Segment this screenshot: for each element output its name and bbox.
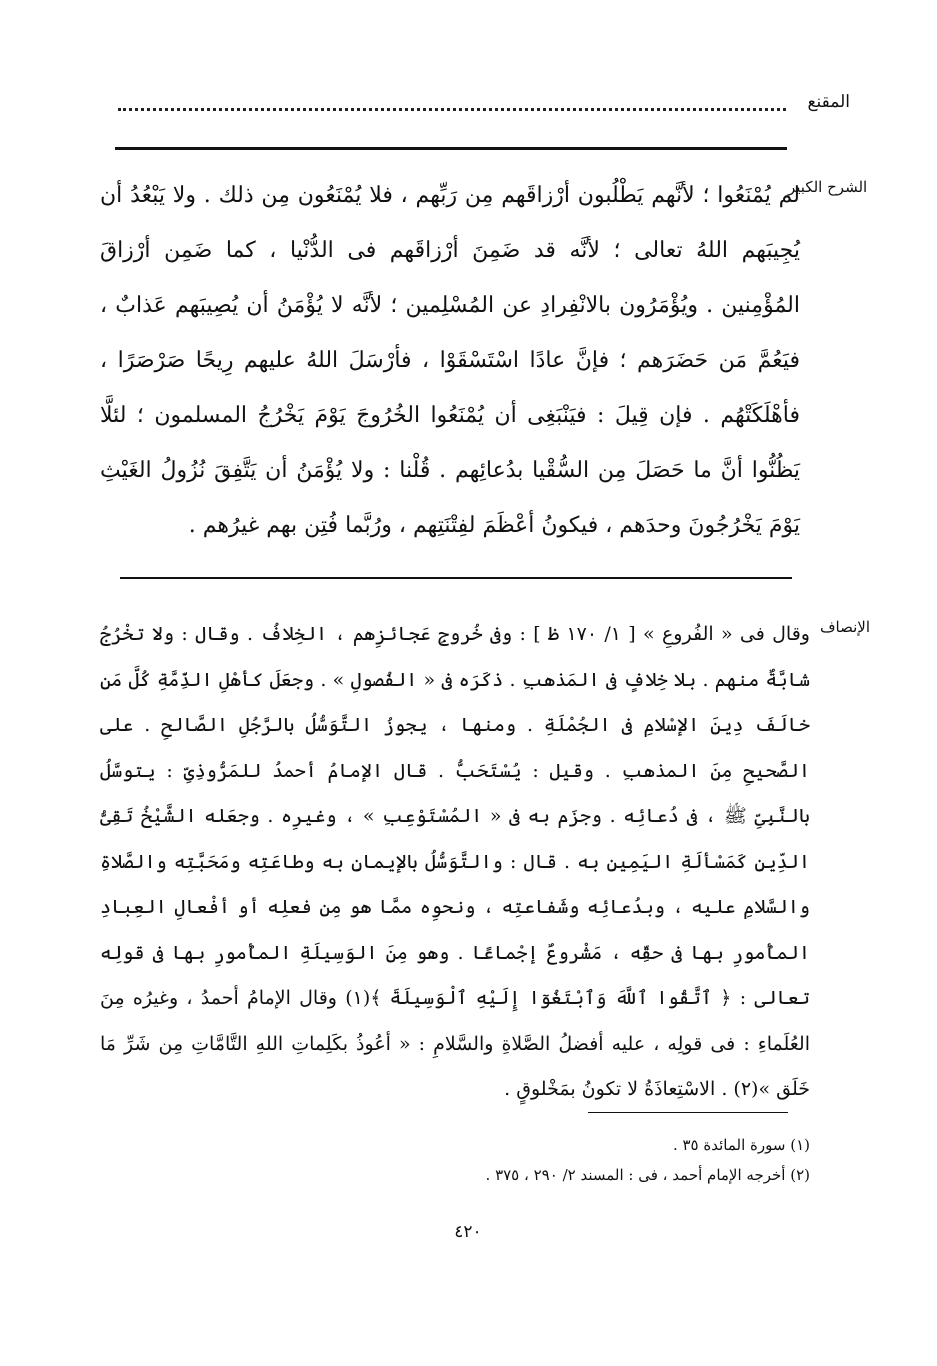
- footnote-rule: [588, 1112, 788, 1113]
- sharh-paragraph: لم يُمْنَعُوا ؛ لأنَّهم يَطْلُبون أرْزاقَهم مِن رَبِّهم ، فلا يُمْنَعُون مِن ذلك . ولا يَبْعُدُ أن يُجِيبَهم اللهُ تعالى ؛ لأنَّه قد ضَمِنَ أرْزاقَهم فى الدُّنْيا ، كما ضَمِن أرْزاقَ المُؤْمِنين . ويُؤْمَرُون بالانْفِرادِ عن المُسْلِمين ؛ لأنَّه لا يُؤْمَنُ أن يُصِيبَهم عَذابٌ ، فيَعُمَّ مَن حَضَرَهم ؛ فإنَّ عادًا اسْتَسْقَوْا ، فأرْسَلَ اللهُ عليهم رِيحًا صَرْصَرًا ، فأهْلَكَتْهُم . فإن قِيلَ : فيَنْبَغِى أن يُمْنَعُوا الخُرُوجَ يَوْمَ يَخْرُجُ المسلمون ؛ لئلَّا يَظُنُّوا أنَّ ما حَصَلَ مِن السُّقْيا بدُعائِهم . قُلْنا : ولا يُؤْمَنُ أن يَتَّفِقَ نُزُولُ الغَيْثِ يَوْمَ يَخْرُجُونَ وحدَهم ، فيكونُ أعْظَمَ لفِتْنَتِهم ، ورُبَّما فُتِن بهم غيرُهم .: [100, 183, 800, 538]
- footnote-1: (١) سورة المائدة ٣٥ .: [672, 1136, 810, 1154]
- section-label-insaf: الإنصاف: [820, 618, 871, 636]
- insaf-paragraph: وقال فى « الفُروعِ » [ ١/ ١٧٠ ظ ] : وفى خُروجِ عَجائزِهم ، الخِلافُ . وقال : ولا تخْرُجُ شابَّةٌ منهم . بلا خِلافٍ فى المَذهبِ . ذكَرَه فى « الفُصولِ » . وجعَلَ كأهْلِ الذِّمَّةِ كُلَّ مَن خالَفَ دِينَ الإسْلامِ فى الجُمْلَةِ . ومنها ، يجوزُ التَّوَسُّلُ بالرَّجُلِ الصَّالحِ . على الصَّحيحِ مِنَ المذهبِ . وقيل : يُسْتَحَبُّ . قال الإمامُ أحمدُ للمَرُّوذِىِّ : يتوسَّلُ بالنَّبِىِّ ﷺ ، فى دُعائِه . وجزَم به فى « المُسْتَوْعِبِ » ، وغيرِه . وجعَله الشَّيْخُ تَقِىُّ الدِّينِ كَمَسْألَةِ اليَمِينِ به . قال : والتَّوَسُّلُ بالإيمانِ به وطاعَتِه ومَحَبَّتِه والصَّلاةِ والسَّلامِ عليه ، وبدُعائِه وشَفاعتِه ، ونحوِه ممَّا هو مِن فعلِه أو أفْعالِ العِبادِ المأْمورِ بها فى حقِّه ، مَشْروعٌ إجْماعًا . وهو مِنَ الوَسِيلَةِ المأْمورِ بها فى قولِه تعالى : ﴿ ٱتَّقُوا ٱللَّهَ وَٱبْتَغُوٓا إِلَيْهِ ٱلْوَسِيلَةَ ﴾(١) وقال الإمامُ أحمدُ ، وغيرُه مِنَ العُلَماءِ : فى قولِه ، عليه أفضلُ الصَّلاةِ والسَّلامِ : « أعُوذُ بكَلِماتِ اللهِ التَّامَّاتِ مِن شَرِّ مَا خَلَق »(٢) . الاسْتِعاذَةُ لا تكونُ بمَخْلوقٍ .: [100, 623, 810, 1100]
- footnote-2: (٢) أخرجه الإمام أحمد ، فى : المسند ٢/ ٢٩٠ ، ٣٧٥ .: [485, 1166, 810, 1184]
- running-header-title: المقنع: [807, 92, 850, 112]
- header-dot-leader: [118, 108, 786, 111]
- header-rule: [115, 147, 787, 150]
- insaf-text-block: [100, 612, 810, 1113]
- sharh-text-block: [100, 168, 800, 553]
- page-number: ٤٢٠: [454, 1222, 482, 1242]
- section-divider: [120, 577, 792, 579]
- section-label-sharh: الشرح الكبير: [788, 178, 868, 196]
